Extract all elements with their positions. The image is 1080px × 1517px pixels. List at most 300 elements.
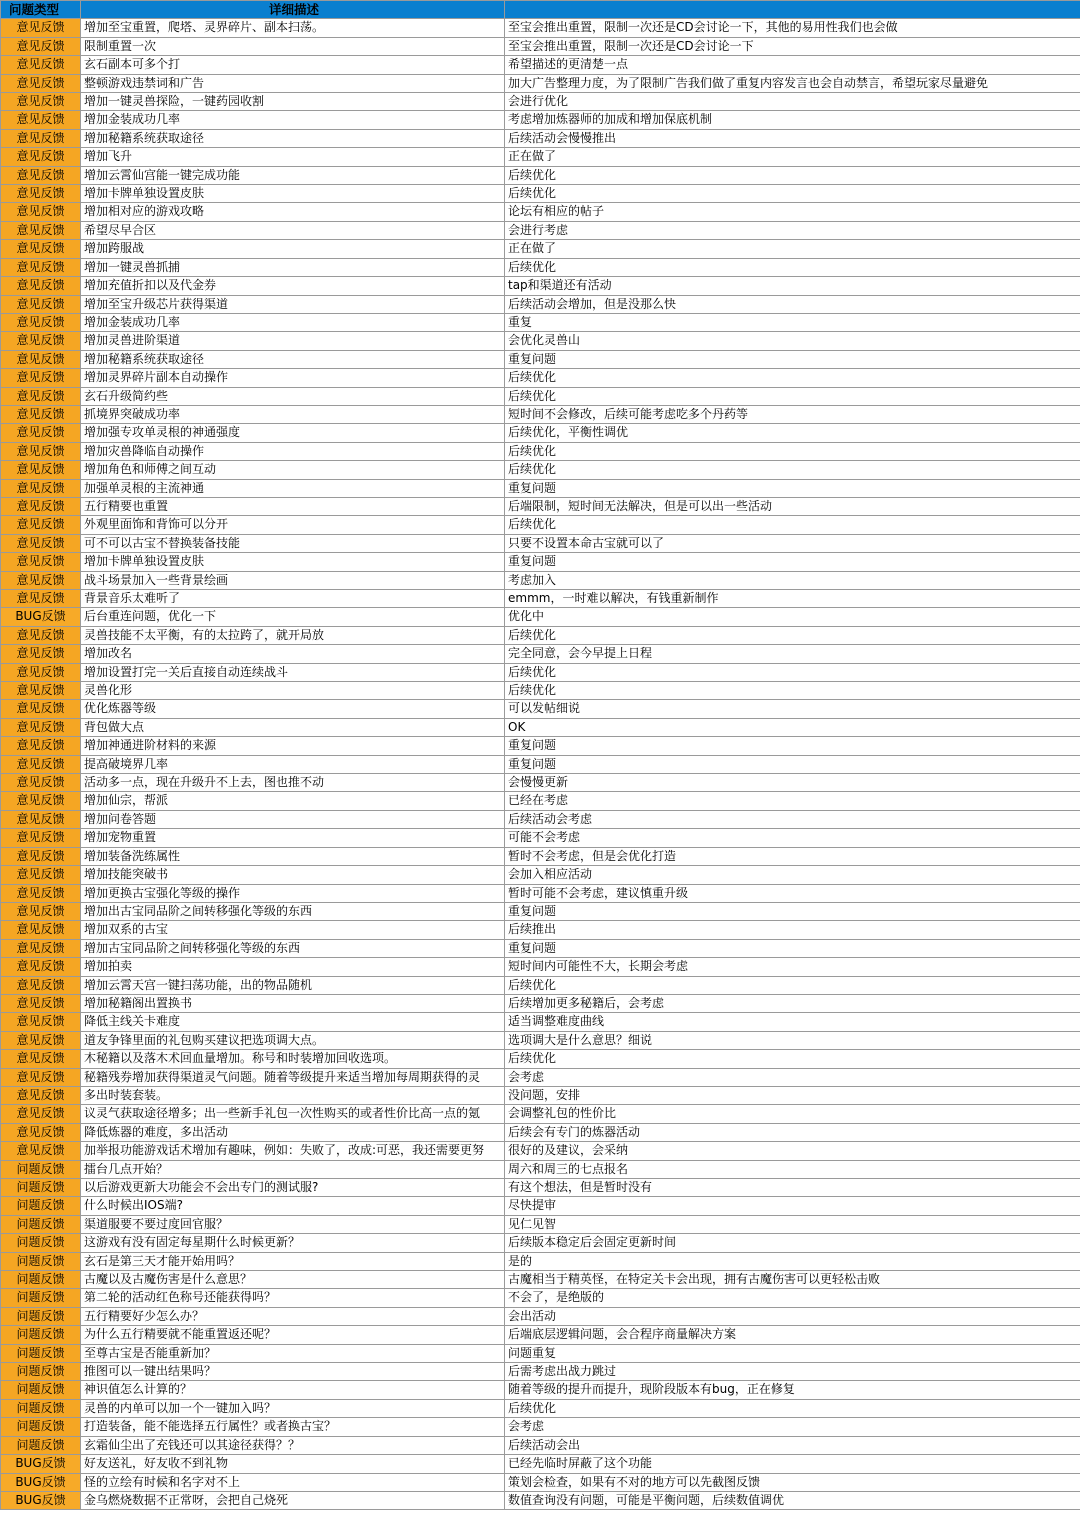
row-type-cell: 意见反馈 (1, 645, 81, 663)
table-row (1, 663, 1080, 681)
row-desc-cell: 背包做大点 (81, 718, 505, 736)
row-desc-cell: 增加装备洗练属性 (81, 847, 505, 865)
table-row (1, 148, 1080, 166)
row-reply-cell: 后续优化 (505, 976, 1080, 994)
table-row (1, 277, 1080, 295)
row-type-cell: 问题反馈 (1, 1326, 81, 1344)
row-type-cell: 问题反馈 (1, 1215, 81, 1233)
row-type-cell: 意见反馈 (1, 221, 81, 239)
row-type-cell: 问题反馈 (1, 1160, 81, 1178)
row-reply-cell: 暂时可能不会考虑，建议慎重升级 (505, 884, 1080, 902)
row-desc-cell: 增加一键灵兽探险，一键药园收割 (81, 93, 505, 111)
table-row (1, 1271, 1080, 1289)
row-type-cell: 意见反馈 (1, 1105, 81, 1123)
row-desc-cell: 增加角色和师傅之间互动 (81, 461, 505, 479)
table-row (1, 1160, 1080, 1178)
table-row (1, 424, 1080, 442)
row-desc-cell: 增加飞升 (81, 148, 505, 166)
row-type-cell: 意见反馈 (1, 350, 81, 368)
row-type-cell: 意见反馈 (1, 1086, 81, 1104)
row-reply-cell: 后续优化 (505, 166, 1080, 184)
row-reply-cell: 后需考虑出战力跳过 (505, 1363, 1080, 1381)
row-type-cell: 意见反馈 (1, 534, 81, 552)
table-row (1, 37, 1080, 55)
row-reply-cell: 可以发帖细说 (505, 700, 1080, 718)
row-reply-cell: 优化中 (505, 608, 1080, 626)
table-row (1, 1050, 1080, 1068)
table-row (1, 976, 1080, 994)
row-type-cell: 意见反馈 (1, 1031, 81, 1049)
table-row (1, 166, 1080, 184)
row-desc-cell: 外观里面饰和背饰可以分开 (81, 516, 505, 534)
row-reply-cell: emmm，一时难以解决，有钱重新制作 (505, 590, 1080, 608)
row-type-cell: 意见反馈 (1, 258, 81, 276)
row-desc-cell: 玄石升级简约些 (81, 387, 505, 405)
row-desc-cell: 增加问卷答题 (81, 810, 505, 828)
row-reply-cell: 已经先临时屏蔽了这个功能 (505, 1455, 1080, 1473)
row-reply-cell: 会出活动 (505, 1307, 1080, 1325)
row-reply-cell: 完全同意，会今早提上日程 (505, 645, 1080, 663)
row-desc-cell: 增加神通进阶材料的来源 (81, 737, 505, 755)
table-row (1, 295, 1080, 313)
row-desc-cell: 优化炼器等级 (81, 700, 505, 718)
table-row (1, 1123, 1080, 1141)
row-desc-cell: 神识值怎么计算的？ (81, 1381, 505, 1399)
row-reply-cell: 后续优化 (505, 663, 1080, 681)
table-row (1, 994, 1080, 1012)
row-desc-cell: 增加卡牌单独设置皮肤 (81, 553, 505, 571)
row-type-cell: 意见反馈 (1, 56, 81, 74)
row-reply-cell: 会考虑 (505, 1068, 1080, 1086)
row-type-cell: 意见反馈 (1, 111, 81, 129)
row-type-cell: 意见反馈 (1, 810, 81, 828)
row-reply-cell: 后续优化 (505, 626, 1080, 644)
table-row (1, 19, 1080, 37)
row-reply-cell: 周六和周三的七点报名 (505, 1160, 1080, 1178)
table-body (1, 19, 1080, 1510)
row-desc-cell: 秘籍残券增加获得渠道灵气问题。随着等级提升来适当增加每周期获得的灵 (81, 1068, 505, 1086)
row-type-cell: 意见反馈 (1, 166, 81, 184)
table-row (1, 1252, 1080, 1270)
table-row (1, 682, 1080, 700)
row-type-cell: 意见反馈 (1, 405, 81, 423)
table-row (1, 442, 1080, 460)
table-row (1, 645, 1080, 663)
row-type-cell: 意见反馈 (1, 148, 81, 166)
row-desc-cell: 擂台几点开始？ (81, 1160, 505, 1178)
table-row (1, 497, 1080, 515)
table-row (1, 1068, 1080, 1086)
row-desc-cell: 降低炼器的难度，多出活动 (81, 1123, 505, 1141)
row-reply-cell: 后续活动会慢慢推出 (505, 129, 1080, 147)
table-row (1, 571, 1080, 589)
row-reply-cell: 后续优化 (505, 682, 1080, 700)
row-reply-cell: 数值查询没有问题，可能是平衡问题，后续数值调优 (505, 1491, 1080, 1509)
header-desc: 详细描述 (81, 1, 505, 19)
row-desc-cell: 增加云霄天宫一键扫荡功能，出的物品随机 (81, 976, 505, 994)
row-desc-cell: 增加卡牌单独设置皮肤 (81, 185, 505, 203)
table-row (1, 1289, 1080, 1307)
row-type-cell: 意见反馈 (1, 1123, 81, 1141)
row-reply-cell: 希望描述的更清楚一点 (505, 56, 1080, 74)
row-desc-cell: 五行精要好少怎么办？ (81, 1307, 505, 1325)
table-row (1, 1418, 1080, 1436)
row-type-cell: 意见反馈 (1, 479, 81, 497)
row-type-cell: 问题反馈 (1, 1197, 81, 1215)
row-reply-cell: 论坛有相应的帖子 (505, 203, 1080, 221)
row-desc-cell: 可不可以古宝不替换装备技能 (81, 534, 505, 552)
row-reply-cell: 至宝会推出重置，限制一次还是CD会讨论一下，其他的易用性我们也会做 (505, 19, 1080, 37)
row-desc-cell: 限制重置一次 (81, 37, 505, 55)
row-type-cell: 意见反馈 (1, 682, 81, 700)
table-row (1, 1234, 1080, 1252)
row-type-cell: 意见反馈 (1, 369, 81, 387)
row-desc-cell: 增加技能突破书 (81, 866, 505, 884)
row-type-cell: 问题反馈 (1, 1289, 81, 1307)
row-reply-cell: 后续优化 (505, 516, 1080, 534)
row-reply-cell: 适当调整难度曲线 (505, 1013, 1080, 1031)
row-reply-cell: 会调整礼包的性价比 (505, 1105, 1080, 1123)
table-row (1, 608, 1080, 626)
row-desc-cell: 增加一键灵兽抓捕 (81, 258, 505, 276)
row-type-cell: BUG反馈 (1, 1455, 81, 1473)
row-reply-cell: 重复问题 (505, 755, 1080, 773)
table-row (1, 1031, 1080, 1049)
row-type-cell: BUG反馈 (1, 1473, 81, 1491)
row-type-cell: 意见反馈 (1, 829, 81, 847)
row-reply-cell: 后续活动会出 (505, 1436, 1080, 1454)
row-desc-cell: 增加金装成功几率 (81, 313, 505, 331)
table-row (1, 1326, 1080, 1344)
row-desc-cell: 增加至宝升级芯片获得渠道 (81, 295, 505, 313)
row-type-cell: 意见反馈 (1, 958, 81, 976)
row-reply-cell: 重复问题 (505, 350, 1080, 368)
table-row (1, 1491, 1080, 1509)
row-desc-cell: 灵兽化形 (81, 682, 505, 700)
row-reply-cell: 没问题，安排 (505, 1086, 1080, 1104)
row-type-cell: BUG反馈 (1, 608, 81, 626)
row-desc-cell: 好友送礼，好友收不到礼物 (81, 1455, 505, 1473)
table-row (1, 1086, 1080, 1104)
row-desc-cell: 增加跨服战 (81, 240, 505, 258)
table-row (1, 369, 1080, 387)
table-row (1, 93, 1080, 111)
row-type-cell: 问题反馈 (1, 1399, 81, 1417)
row-type-cell: 意见反馈 (1, 755, 81, 773)
row-type-cell: 意见反馈 (1, 277, 81, 295)
row-reply-cell: 古魔相当于精英怪，在特定关卡会出现，拥有古魔伤害可以更轻松击败 (505, 1271, 1080, 1289)
row-reply-cell: 后续优化 (505, 1050, 1080, 1068)
row-desc-cell: 希望尽早合区 (81, 221, 505, 239)
row-desc-cell: 增加灵界碎片副本自动操作 (81, 369, 505, 387)
table-row (1, 258, 1080, 276)
row-reply-cell: 见仁见智 (505, 1215, 1080, 1233)
row-type-cell: 意见反馈 (1, 19, 81, 37)
row-reply-cell: 有这个想法，但是暂时没有 (505, 1179, 1080, 1197)
row-reply-cell: 考虑增加炼器师的加成和增加保底机制 (505, 111, 1080, 129)
row-reply-cell: 后续活动会考虑 (505, 810, 1080, 828)
row-reply-cell: 只要不设置本命古宝就可以了 (505, 534, 1080, 552)
table-row (1, 1363, 1080, 1381)
row-reply-cell: 后续优化 (505, 387, 1080, 405)
table-row (1, 1473, 1080, 1491)
row-desc-cell: 灵兽的内单可以加一个一键加入吗？ (81, 1399, 505, 1417)
row-desc-cell: 增加相对应的游戏攻略 (81, 203, 505, 221)
row-desc-cell: 第二轮的活动红色称号还能获得吗？ (81, 1289, 505, 1307)
table-row (1, 718, 1080, 736)
table-row (1, 921, 1080, 939)
row-reply-cell: 重复问题 (505, 902, 1080, 920)
row-type-cell: 问题反馈 (1, 1252, 81, 1270)
header-type: 问题类型 (1, 1, 81, 19)
row-desc-cell: 加举报功能游戏话术增加有趣味，例如：失败了，改成:可恶，我还需要更努 (81, 1142, 505, 1160)
row-reply-cell: 不会了，是绝版的 (505, 1289, 1080, 1307)
row-reply-cell: 正在做了 (505, 148, 1080, 166)
row-type-cell: 意见反馈 (1, 497, 81, 515)
row-reply-cell: 可能不会考虑 (505, 829, 1080, 847)
row-desc-cell: 什么时候出IOS端? (81, 1197, 505, 1215)
row-desc-cell: 加强单灵根的主流神通 (81, 479, 505, 497)
row-desc-cell: 玄石是第三天才能开始用吗？ (81, 1252, 505, 1270)
table-row (1, 866, 1080, 884)
row-desc-cell: 五行精要也重置 (81, 497, 505, 515)
row-reply-cell: 会优化灵兽山 (505, 332, 1080, 350)
row-reply-cell: tap和渠道还有活动 (505, 277, 1080, 295)
row-type-cell: 问题反馈 (1, 1344, 81, 1362)
row-type-cell: 意见反馈 (1, 571, 81, 589)
row-desc-cell: 增加金装成功几率 (81, 111, 505, 129)
row-desc-cell: 增加云霄仙宫能一键完成功能 (81, 166, 505, 184)
row-desc-cell: 活动多一点，现在升级升不上去，图也推不动 (81, 774, 505, 792)
table-row (1, 461, 1080, 479)
row-reply-cell: 问题重复 (505, 1344, 1080, 1362)
row-type-cell: 问题反馈 (1, 1307, 81, 1325)
row-reply-cell: 会慢慢更新 (505, 774, 1080, 792)
row-reply-cell: 重复问题 (505, 479, 1080, 497)
row-type-cell: 意见反馈 (1, 994, 81, 1012)
table-row (1, 590, 1080, 608)
row-type-cell: 意见反馈 (1, 792, 81, 810)
row-type-cell: 意见反馈 (1, 129, 81, 147)
row-desc-cell: 道友争锋里面的礼包购买建议把选项调大点。 (81, 1031, 505, 1049)
table-row (1, 387, 1080, 405)
row-reply-cell: 尽快提审 (505, 1197, 1080, 1215)
table-row (1, 405, 1080, 423)
row-reply-cell: 后续优化 (505, 185, 1080, 203)
row-desc-cell: 增加双系的古宝 (81, 921, 505, 939)
row-desc-cell: 多出时装套装。 (81, 1086, 505, 1104)
row-reply-cell: 考虑加入 (505, 571, 1080, 589)
row-type-cell: 问题反馈 (1, 1179, 81, 1197)
row-desc-cell: 增加宠物重置 (81, 829, 505, 847)
row-reply-cell: 加大广告整理力度，为了限制广告我们做了重复内容发言也会自动禁言，希望玩家尽量避免 (505, 74, 1080, 92)
row-desc-cell: 增加灾兽降临自动操作 (81, 442, 505, 460)
table-row (1, 74, 1080, 92)
table-row (1, 111, 1080, 129)
row-type-cell: 意见反馈 (1, 93, 81, 111)
row-reply-cell: 暂时不会考虑，但是会优化打造 (505, 847, 1080, 865)
table-row (1, 221, 1080, 239)
table-row (1, 1179, 1080, 1197)
table-row (1, 553, 1080, 571)
table-row (1, 700, 1080, 718)
row-desc-cell: 打造装备，能不能选择五行属性？或者换古宝？ (81, 1418, 505, 1436)
row-type-cell: 问题反馈 (1, 1418, 81, 1436)
row-reply-cell: 后续优化 (505, 258, 1080, 276)
row-type-cell: 意见反馈 (1, 774, 81, 792)
row-type-cell: 意见反馈 (1, 1068, 81, 1086)
table-row (1, 534, 1080, 552)
row-type-cell: 意见反馈 (1, 700, 81, 718)
row-reply-cell: 选项调大是什么意思？细说 (505, 1031, 1080, 1049)
row-reply-cell: 后端限制，短时间无法解决，但是可以出一些活动 (505, 497, 1080, 515)
row-reply-cell: 后续推出 (505, 921, 1080, 939)
row-desc-cell: 这游戏有没有固定每星期什么时候更新？ (81, 1234, 505, 1252)
row-desc-cell: 增加秘籍系统获取途径 (81, 350, 505, 368)
row-desc-cell: 金乌燃烧数据不正常呀，会把自己烧死 (81, 1491, 505, 1509)
table-row (1, 774, 1080, 792)
row-desc-cell: 玄霜仙尘出了充钱还可以其途径获得？？ (81, 1436, 505, 1454)
row-type-cell: 意见反馈 (1, 424, 81, 442)
row-reply-cell: 后端底层逻辑问题，会合程序商量解决方案 (505, 1326, 1080, 1344)
row-type-cell: 意见反馈 (1, 313, 81, 331)
row-desc-cell: 增加更换古宝强化等级的操作 (81, 884, 505, 902)
table-row (1, 185, 1080, 203)
row-reply-cell: 已经在考虑 (505, 792, 1080, 810)
table-row (1, 958, 1080, 976)
row-desc-cell: 增加秘籍阁出置换书 (81, 994, 505, 1012)
row-type-cell: 意见反馈 (1, 295, 81, 313)
row-reply-cell: 策划会检查，如果有不对的地方可以先截图反馈 (505, 1473, 1080, 1491)
row-reply-cell: 后续优化，平衡性调优 (505, 424, 1080, 442)
row-reply-cell: 重复 (505, 313, 1080, 331)
row-desc-cell: 降低主线关卡难度 (81, 1013, 505, 1031)
table-row (1, 313, 1080, 331)
table-row (1, 1381, 1080, 1399)
table-row (1, 902, 1080, 920)
row-reply-cell: 是的 (505, 1252, 1080, 1270)
row-type-cell: 意见反馈 (1, 718, 81, 736)
row-reply-cell: 随着等级的提升而提升，现阶段版本有bug，正在修复 (505, 1381, 1080, 1399)
row-reply-cell: 会进行优化 (505, 93, 1080, 111)
table-row (1, 129, 1080, 147)
table-row (1, 829, 1080, 847)
row-reply-cell: 会进行考虑 (505, 221, 1080, 239)
row-desc-cell: 提高破境界几率 (81, 755, 505, 773)
table-row (1, 737, 1080, 755)
row-reply-cell: 会考虑 (505, 1418, 1080, 1436)
table-row (1, 810, 1080, 828)
row-reply-cell: 后续优化 (505, 442, 1080, 460)
row-desc-cell: 增加仙宗，帮派 (81, 792, 505, 810)
table-row (1, 56, 1080, 74)
row-type-cell: 意见反馈 (1, 442, 81, 460)
row-reply-cell: 正在做了 (505, 240, 1080, 258)
header-row (1, 1, 1080, 19)
row-type-cell: 意见反馈 (1, 553, 81, 571)
row-type-cell: 意见反馈 (1, 74, 81, 92)
table-row (1, 939, 1080, 957)
row-type-cell: 意见反馈 (1, 1050, 81, 1068)
row-desc-cell: 木秘籍以及落木术回血量增加。称号和时装增加回收选项。 (81, 1050, 505, 1068)
table-row (1, 240, 1080, 258)
row-desc-cell: 怪的立绘有时候和名字对不上 (81, 1473, 505, 1491)
row-desc-cell: 灵兽技能不太平衡，有的太拉跨了，就开局放 (81, 626, 505, 644)
table-row (1, 1197, 1080, 1215)
row-desc-cell: 抓境界突破成功率 (81, 405, 505, 423)
table-row (1, 626, 1080, 644)
table-row (1, 847, 1080, 865)
row-desc-cell: 增加强专攻单灵根的神通强度 (81, 424, 505, 442)
row-type-cell: 意见反馈 (1, 866, 81, 884)
row-desc-cell: 玄石副本可多个打 (81, 56, 505, 74)
row-reply-cell: 后续优化 (505, 461, 1080, 479)
row-desc-cell: 后台重连问题，优化一下 (81, 608, 505, 626)
row-desc-cell: 增加设置打完一关后直接自动连续战斗 (81, 663, 505, 681)
row-type-cell: 意见反馈 (1, 590, 81, 608)
table-row (1, 755, 1080, 773)
row-type-cell: 意见反馈 (1, 663, 81, 681)
table-row (1, 1344, 1080, 1362)
row-type-cell: 意见反馈 (1, 976, 81, 994)
row-reply-cell: 短时间内可能性不大，长期会考虑 (505, 958, 1080, 976)
row-desc-cell: 增加出古宝同品阶之间转移强化等级的东西 (81, 902, 505, 920)
row-type-cell: 问题反馈 (1, 1381, 81, 1399)
row-reply-cell: 重复问题 (505, 939, 1080, 957)
row-type-cell: 问题反馈 (1, 1363, 81, 1381)
row-type-cell: 意见反馈 (1, 921, 81, 939)
row-reply-cell: 后续增加更多秘籍后，会考虑 (505, 994, 1080, 1012)
row-reply-cell: 后续活动会增加，但是没那么快 (505, 295, 1080, 313)
row-desc-cell: 增加古宝同品阶之间转移强化等级的东西 (81, 939, 505, 957)
row-desc-cell: 背景音乐太难听了 (81, 590, 505, 608)
row-desc-cell: 增加灵兽进阶渠道 (81, 332, 505, 350)
row-type-cell: 意见反馈 (1, 847, 81, 865)
table-row (1, 1142, 1080, 1160)
row-type-cell: 问题反馈 (1, 1234, 81, 1252)
table-row (1, 1455, 1080, 1473)
row-type-cell: 意见反馈 (1, 737, 81, 755)
row-reply-cell: 重复问题 (505, 737, 1080, 755)
table-row (1, 479, 1080, 497)
row-desc-cell: 推图可以一键出结果吗？ (81, 1363, 505, 1381)
row-desc-cell: 渠道服要不要过度回官服？ (81, 1215, 505, 1233)
row-reply-cell: 至宝会推出重置，限制一次还是CD会讨论一下 (505, 37, 1080, 55)
row-type-cell: 意见反馈 (1, 516, 81, 534)
row-type-cell: 意见反馈 (1, 37, 81, 55)
row-desc-cell: 增加秘籍系统获取途径 (81, 129, 505, 147)
row-type-cell: 问题反馈 (1, 1271, 81, 1289)
row-reply-cell: 后续优化 (505, 369, 1080, 387)
row-type-cell: 意见反馈 (1, 185, 81, 203)
table-row (1, 350, 1080, 368)
row-type-cell: 意见反馈 (1, 332, 81, 350)
table-row (1, 1307, 1080, 1325)
row-type-cell: 问题反馈 (1, 1436, 81, 1454)
row-desc-cell: 为什么五行精要就不能重置返还呢？ (81, 1326, 505, 1344)
row-type-cell: 意见反馈 (1, 1013, 81, 1031)
row-type-cell: 意见反馈 (1, 902, 81, 920)
row-type-cell: 意见反馈 (1, 240, 81, 258)
table-row (1, 1436, 1080, 1454)
row-desc-cell: 增加充值折扣以及代金券 (81, 277, 505, 295)
row-desc-cell: 增加至宝重置，爬塔、灵界碎片、副本扫荡。 (81, 19, 505, 37)
table-row (1, 1399, 1080, 1417)
row-reply-cell: 后续优化 (505, 1399, 1080, 1417)
row-desc-cell: 至尊古宝是否能重新加？ (81, 1344, 505, 1362)
table-row (1, 332, 1080, 350)
row-desc-cell: 以后游戏更新大功能会不会出专门的测试服? (81, 1179, 505, 1197)
